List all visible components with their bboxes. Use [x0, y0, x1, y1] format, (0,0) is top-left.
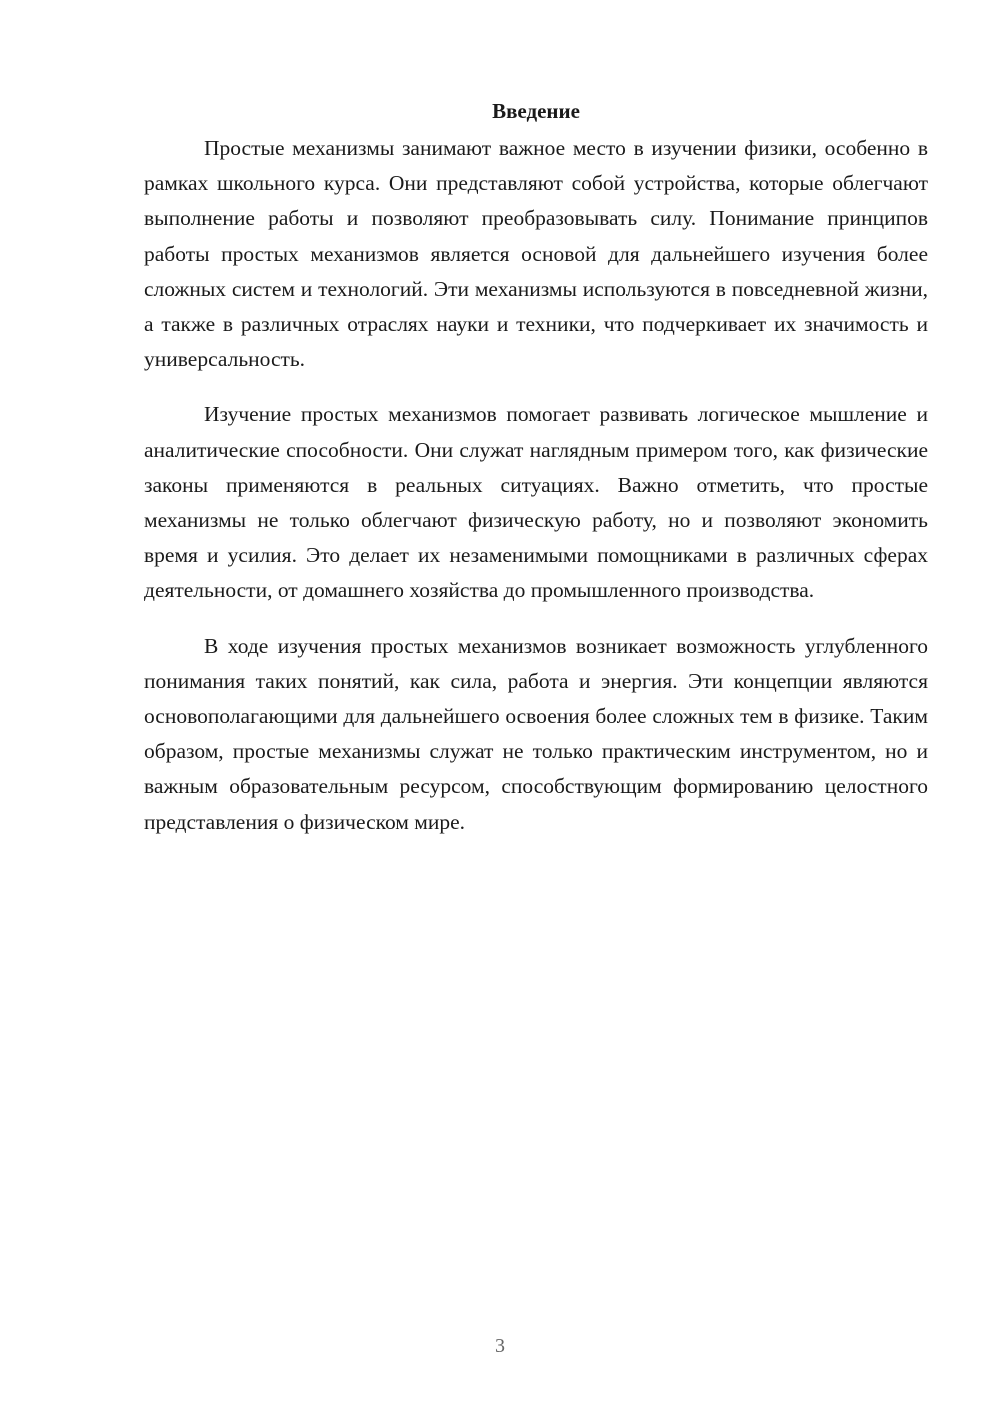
page-content	[144, 95, 928, 860]
paragraph-3: В ходе изучения простых механизмов возникает возможность углубленного понимания таких понятий, как сила, работа и энергия. Эти концепции являются основополагающими для дальнейшего освоения более сложных тем в физике. Таким образом, простые механизмы служат не только практическим инструментом, но и важным образовательным ресурсом, способствующим формированию целостного представления о физическом мире.	[144, 633, 928, 834]
paragraph-2: Изучение простых механизмов помогает развивать логическое мышление и аналитические способности. Они служат наглядным примером того, как физические законы применяются в реальных ситуациях. Важно отметить, что простые механизмы не только облегчают физическую работу, но и позволяют экономить время и усилия. Это делает их незаменимыми помощниками в различных сферах деятельности, от домашнего хозяйства до промышленного производства.	[144, 402, 928, 603]
page-number: 3	[495, 1335, 505, 1357]
section-heading: Введение	[492, 99, 580, 123]
paragraph-1: Простые механизмы занимают важное место в изучении физики, особенно в рамках школьного курса. Они представляют собой устройства, которые облегчают выполнение работы и позволяют преобразовывать силу. Понимание принципов работы простых механизмов является основой для дальнейшего изучения более сложных систем и технологий. Эти механизмы используются в повседневной жизни, а также в различных отраслях науки и техники, что подчеркивает их значимость и универсальность.	[144, 136, 928, 372]
